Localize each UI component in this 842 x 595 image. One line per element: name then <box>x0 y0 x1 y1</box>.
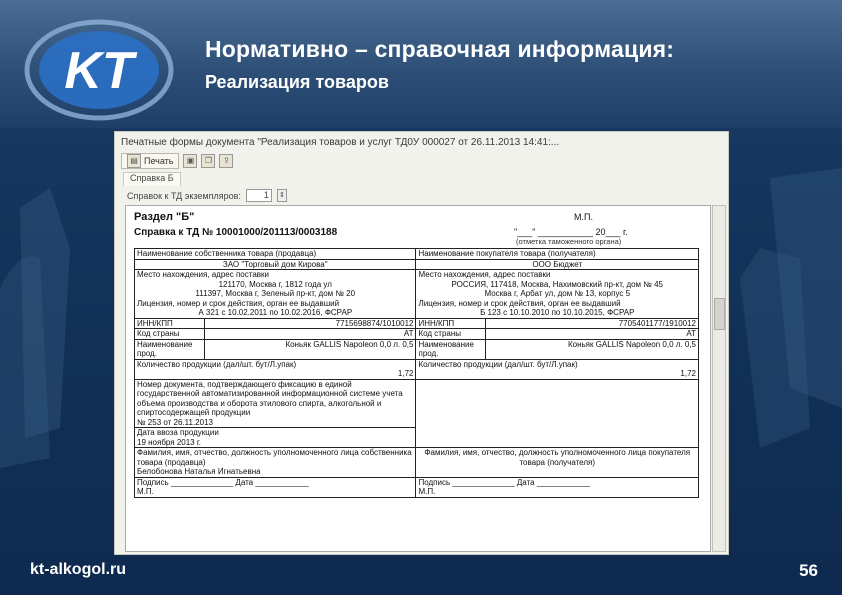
seller-inn-label: ИНН/КПП <box>135 318 205 329</box>
import-date: 19 ноября 2013 г. <box>137 437 201 447</box>
egais-number: № 253 от 26.11.2013 <box>137 417 213 427</box>
seller-product: Коньяк GALLIS Napoleon 0,0 л. 0,5 <box>204 339 416 359</box>
seller-license: А 321 с 10.02.2011 по 10.02.2016, ФСРАР <box>198 308 353 317</box>
seller-inn: 7715698874/1010012 <box>204 318 416 329</box>
buyer-signer-cell <box>416 448 699 478</box>
seller-qty-cell <box>135 359 416 379</box>
buyer-signature-cell: Подпись ______________ Дата ____________ М.П. <box>416 477 699 497</box>
print-button-label: Печать <box>144 156 174 166</box>
site-url: kt-alkogol.ru <box>30 561 127 578</box>
buyer-signature-label: Подпись <box>418 477 451 487</box>
seller-product-label: Наименование прод. <box>135 339 205 359</box>
buyer-license-header: Лицензия, номер и срок действия, орган ее выдавший <box>418 298 621 308</box>
seller-qty: 1,72 <box>397 369 414 378</box>
save-icon[interactable]: ▣ <box>183 154 197 168</box>
buyer-location-cell <box>416 270 699 319</box>
copy-icon[interactable]: ❐ <box>201 154 215 168</box>
vertical-scrollbar[interactable] <box>712 205 726 552</box>
buyer-qty-cell <box>416 359 699 379</box>
section-title: Раздел "Б" <box>134 211 195 223</box>
copies-input[interactable]: 1 <box>246 189 272 202</box>
page-number: 56 <box>799 561 818 580</box>
buyer-country: АТ <box>486 329 699 340</box>
slide-title: Нормативно – справочная информация: <box>205 36 675 62</box>
seller-signature-cell: Подпись ______________ Дата ____________ М.П. <box>135 477 416 497</box>
seller-mp: М.П. <box>137 487 154 496</box>
buyer-license: Б 123 с 10.10.2010 по 10.10.2015, ФСРАР <box>480 308 635 317</box>
seller-signer: Белобонова Наталья Игнатьевна <box>137 467 261 476</box>
svg-text:KT: KT <box>64 42 134 100</box>
seller-name: ЗАО "Торговый дом Кирова" <box>135 259 416 270</box>
buyer-inn: 7705401177/1910012 <box>486 318 699 329</box>
seller-signature-label: Подпись <box>137 477 169 487</box>
buyer-header: Наименование покупателя товара (получателя) <box>416 249 699 260</box>
buyer-inn-label: ИНН/КПП <box>416 318 486 329</box>
egais-cell <box>135 379 416 428</box>
date-template: "___" ___________ 20___ г. <box>514 227 628 237</box>
seller-date-label: Дата <box>235 477 254 487</box>
seller-signer-cell <box>135 448 416 478</box>
seller-country-label: Код страны <box>135 329 205 340</box>
mp-label: М.П. <box>574 212 593 222</box>
buyer-location: РОССИЯ, 117418, Москва, Нахимовский пр-кт, дом № 45 <box>451 279 663 289</box>
buyer-mp: М.П. <box>418 487 436 496</box>
print-forms-window <box>114 131 729 555</box>
reference-table <box>134 248 699 498</box>
buyer-product-label: Наименование прод. <box>416 339 486 359</box>
seller-header: Наименование собственника товара (продавца) <box>135 249 416 260</box>
buyer-date-label: Дата <box>516 477 535 487</box>
seller-location: 121170, Москва г, 1812 года ул <box>218 279 332 289</box>
slide-subtitle: Реализация товаров <box>205 72 389 92</box>
document-preview <box>125 205 711 552</box>
buyer-location-header: Место нахождения, адрес поставки <box>418 270 551 279</box>
seller-location-header: Место нахождения, адрес поставки <box>137 270 269 279</box>
seller-license-header: Лицензия, номер и срок действия, орган ее выдавший <box>137 298 340 308</box>
kt-logo <box>24 18 174 122</box>
buyer-address: Москва г, Арбат ул, дом № 13, корпус 5 <box>484 289 631 298</box>
empty-cell <box>416 379 699 448</box>
buyer-product: Коньяк GALLIS Napoleon 0,0 л. 0,5 <box>486 339 699 359</box>
buyer-name: ООО Бюджет <box>416 259 699 270</box>
window-toolbar <box>121 153 233 169</box>
buyer-signer-label: Фамилия, имя, отчество, должность уполномоченного лица покупателя товара (получателя) <box>424 448 691 467</box>
print-button[interactable] <box>121 153 179 169</box>
egais-label: Номер документа, подтверждающего фиксацию в единой государственной автоматизированной информационной системе учета объема производства и оборота этилового спирта, алкогольной и спиртосодержащей продукции <box>137 379 403 417</box>
buyer-country-label: Код страны <box>416 329 486 340</box>
seller-address: 111397, Москва г, Зеленый пр-кт, дом № 20 <box>195 289 356 298</box>
export-icon[interactable]: ⇪ <box>219 154 233 168</box>
printer-icon: ▤ <box>127 154 141 168</box>
scrollbar-thumb[interactable] <box>714 298 725 330</box>
buyer-qty: 1,72 <box>680 369 696 378</box>
copies-label: Справок к ТД экземпляров: <box>127 190 241 201</box>
tab-reference-b[interactable]: Справка Б <box>123 172 181 186</box>
window-title: Печатные формы документа "Реализация товаров и услуг ТД0У 000027 от 26.11.2013 14:41:... <box>121 137 560 148</box>
seller-signer-label: Фамилия, имя, отчество, должность уполномоченного лица собственника товара (продавца) <box>137 448 412 467</box>
copies-row <box>127 189 287 202</box>
import-date-label: Дата ввоза продукции <box>137 428 219 437</box>
seller-qty-label: Количество продукции (дал/шт. бут/Л.упак) <box>137 359 297 369</box>
seller-country: АТ <box>204 329 416 340</box>
reference-number: Справка к ТД № 10001000/201113/0003188 <box>134 227 338 238</box>
stamp-caption: (отметка таможенного органа) <box>516 237 622 246</box>
copies-spinner[interactable]: ⇕ <box>277 189 287 202</box>
buyer-qty-label: Количество продукции (дал/шт. бут/Л.упак) <box>418 359 578 369</box>
seller-location-cell <box>135 270 416 319</box>
import-date-cell <box>135 428 416 448</box>
